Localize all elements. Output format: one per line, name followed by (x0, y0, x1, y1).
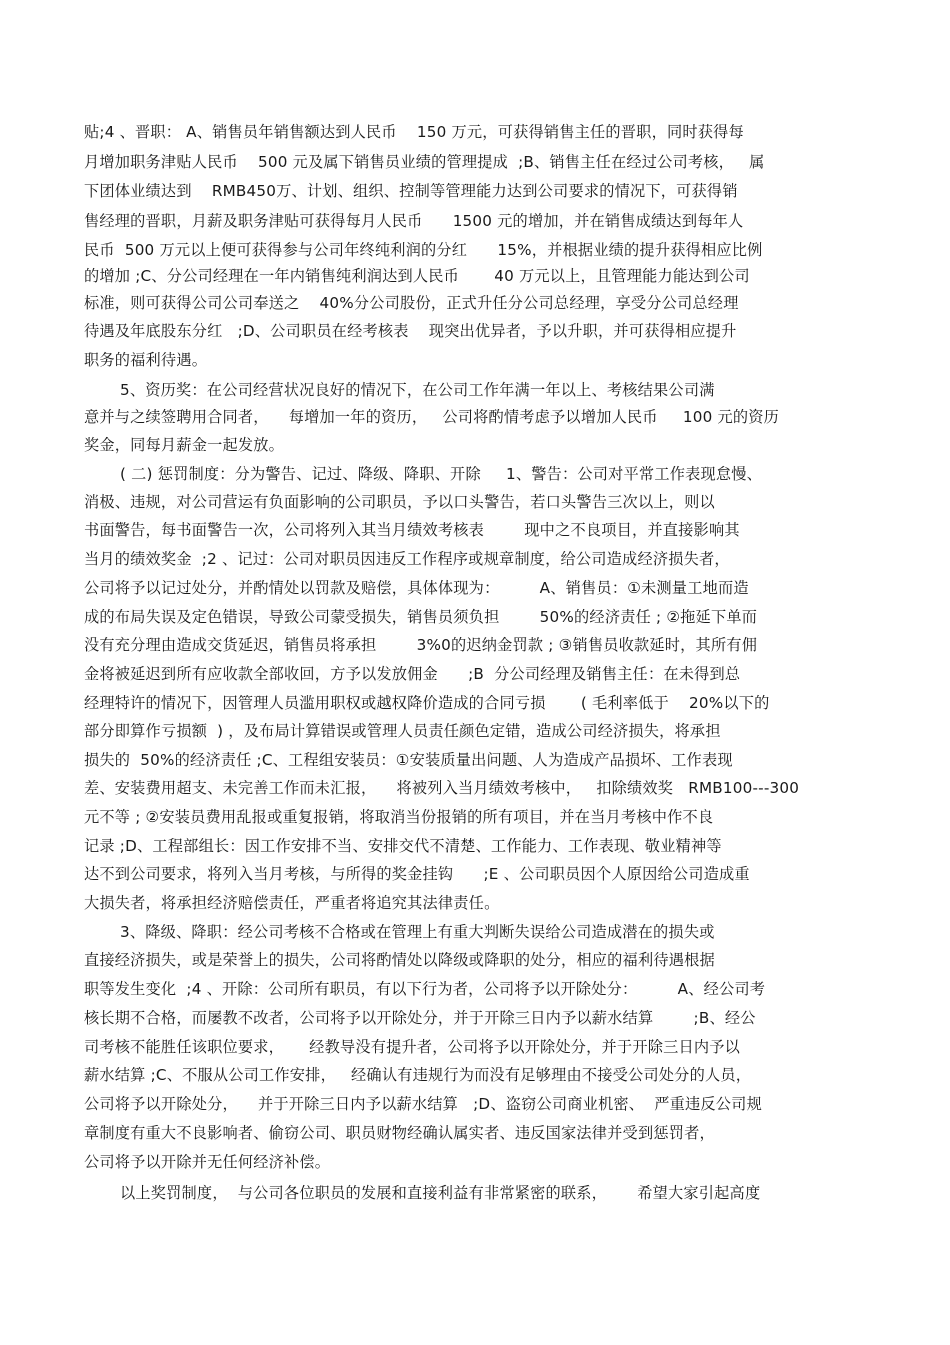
text-line: 金将被延迟到所有应收款全部收回，方予以发放佣金 ;B 分公司经理及销售主任：在未得到总 (84, 665, 741, 683)
text-line: 元不等 ; ②安装员费用乱报或重复报销，将取消当份报销的所有项目，并在当月考核中作不良 (84, 808, 714, 826)
text-line: 部分即算作亏损额 ) ，及布局计算错误或管理人员责任颜色定错，造成公司经济损失，将承担 (84, 722, 721, 740)
text-line: 公司将予以开除处分， 并于开除三日内予以薪水结算 ;D、盗窃公司商业机密、 严重违反公司规 (84, 1095, 762, 1113)
text-line: 大损失者，将承担经济赔偿责任，严重者将追究其法律责任。 (84, 894, 500, 912)
text-line: 的增加 ;C、分公司经理在一年内销售纯利润达到人民币 40 万元以上，且管理能力能达到公司 (84, 267, 750, 285)
text-line: 待遇及年底股东分红 ;D、公司职员在经考核表 现突出优异者，予以升职，并可获得相应提升 (84, 322, 737, 340)
text-line: 直接经济损失，或是荣誉上的损失，公司将酌情处以降级或降职的处分，相应的福利待遇根据 (84, 951, 715, 969)
text-line: 职务的福利待遇。 (84, 351, 208, 369)
text-line: 标准，则可获得公司公司奉送之 40%分公司股份，正式升任分公司总经理，享受分公司总经理 (84, 294, 739, 312)
text-line: 奖金，同每月薪金一起发放。 (84, 436, 285, 454)
text-line: 没有充分理由造成交货延迟，销售员将承担 3%0的迟纳金罚款 ; ③销售员收款延时，其所有佣 (84, 636, 758, 654)
text-line: 差、安装费用超支、未完善工作而未汇报， 将被列入当月绩效考核中， 扣除绩效奖 RMB100---300 (84, 779, 800, 797)
text-line: 下团体业绩达到 RMB450万、计划、组织、控制等管理能力达到公司要求的情况下，可获得销 (84, 182, 738, 200)
text-line: 书面警告，每书面警告一次，公司将列入其当月绩效考核表 现中之不良项目，并直接影响其 (84, 521, 740, 539)
paragraph-seniority-award: 5、资历奖：在公司经营状况良好的情况下，在公司工作年满一年以上、考核结果公司满 (120, 381, 715, 399)
paragraph-penalty-system: ( 二) 惩罚制度：分为警告、记过、降级、降职、开除 1、警告：公司对平常工作表现怠慢、 (120, 465, 763, 483)
text-line: 消极、违规，对公司营运有负面影响的公司职员，予以口头警告，若口头警告三次以上，则以 (84, 493, 715, 511)
text-line: 公司将予以记过处分，并酌情处以罚款及赔偿，具体体现为： A、销售员：①未测量工地而造 (84, 579, 749, 597)
text-line: 公司将予以开除并无任何经济补偿。 (84, 1153, 331, 1171)
paragraph-conclusion: 以上奖罚制度， 与公司各位职员的发展和直接利益有非常紧密的联系， 希望大家引起高度 (120, 1184, 761, 1202)
text-line: 当月的绩效奖金 ;2 、记过：公司对职员因违反工作程序或规章制度，给公司造成经济损失者， (84, 550, 730, 568)
text-line: 成的布局失误及定色错误，导致公司蒙受损失，销售员须负担 50%的经济责任 ; ②拖延下单而 (84, 608, 758, 626)
text-line: 意并与之续签聘用合同者， 每增加一年的资历， 公司将酌情考虑予以增加人民币 100 元的资历 (84, 408, 780, 426)
text-line: 民币 500 万元以上便可获得参与公司年终纯利润的分红 15%，并根据业绩的提升获得相应比例 (84, 241, 763, 259)
text-line: 司考核不能胜任该职位要求， 经教导没有提升者，公司将予以开除处分，并于开除三日内予以 (84, 1038, 741, 1056)
text-line: 章制度有重大不良影响者、偷窃公司、职员财物经确认属实者、违反国家法律并受到惩罚者， (84, 1124, 715, 1142)
text-line: 核长期不合格，而屡教不改者，公司将予以开除处分，并于开除三日内予以薪水结算 ;B、经公 (84, 1009, 756, 1027)
text-line: 月增加职务津贴人民币 500 元及属下销售员业绩的管理提成 ;B、销售主任在经过公司考核， 属 (84, 153, 765, 171)
text-line: 售经理的晋职，月薪及职务津贴可获得每月人民币 1500 元的增加，并在销售成绩达到每年人 (84, 212, 744, 230)
text-line: 贴;4 、晋职： A、销售员年销售额达到人民币 150 万元，可获得销售主任的晋职，同时获得每 (84, 123, 744, 141)
text-line: 薪水结算 ;C、不服从公司工作安排， 经确认有违规行为而没有足够理由不接受公司处分的人员， (84, 1066, 752, 1084)
text-line: 记录 ;D、工程部组长：因工作安排不当、安排交代不清楚、工作能力、工作表现、敬业精神等 (84, 837, 722, 855)
paragraph-demotion: 3、降级、降职：经公司考核不合格或在管理上有重大判断失误给公司造成潜在的损失或 (120, 923, 715, 941)
text-line: 达不到公司要求，将列入当月考核，与所得的奖金挂钩 ;E 、公司职员因个人原因给公司造成重 (84, 865, 750, 883)
text-line: 经理特许的情况下，因管理人员滥用职权或越权降价造成的合同亏损 ( 毛利率低于 20%以下的 (84, 694, 770, 712)
text-line: 损失的 50%的经济责任 ;C、工程组安装员：①安装质量出问题、人为造成产品损坏、工作表现 (84, 751, 733, 769)
text-line: 职等发生变化 ;4 、开除：公司所有职员，有以下行为者，公司将予以开除处分： A、经公司考 (84, 980, 766, 998)
